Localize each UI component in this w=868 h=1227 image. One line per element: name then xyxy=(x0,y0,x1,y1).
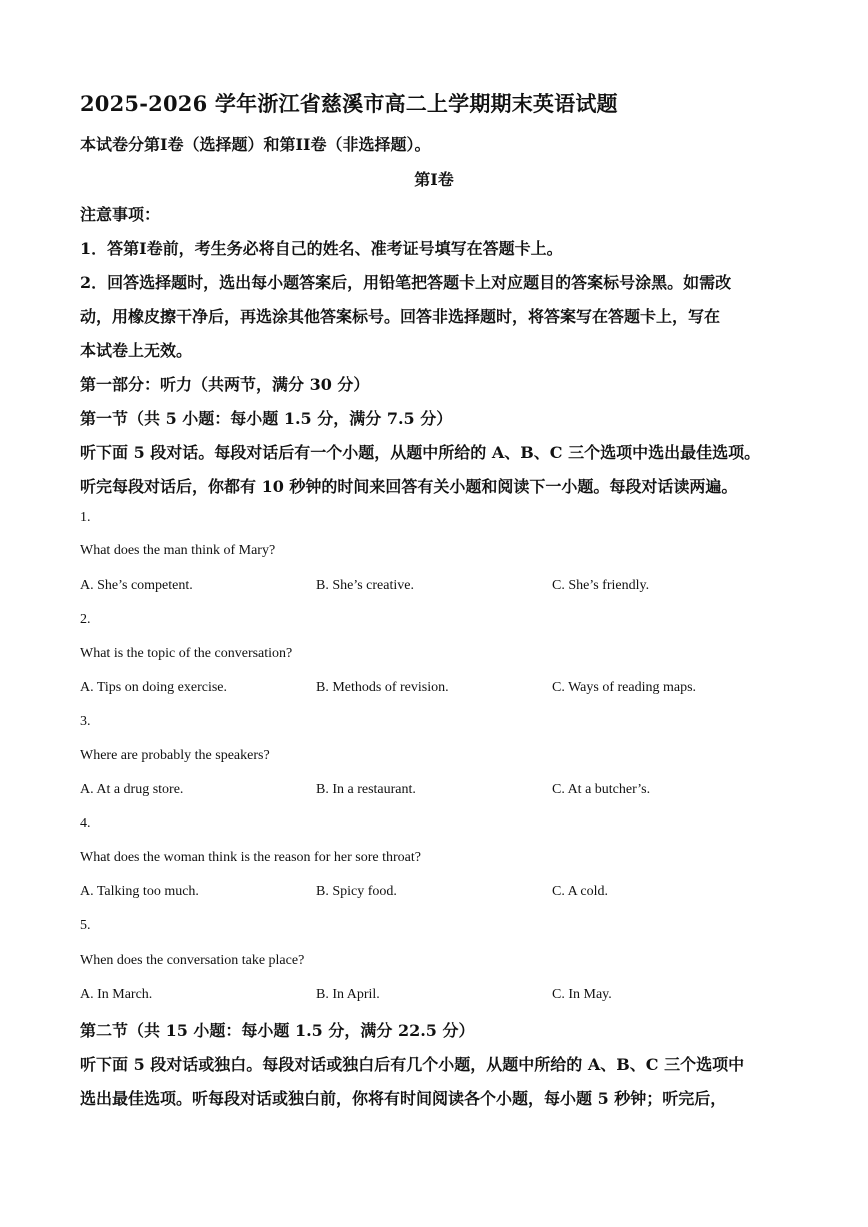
option-b: B. Methods of revision. xyxy=(316,680,449,695)
option-c: C. Ways of reading maps. xyxy=(552,680,697,695)
option-c: C. At a butcher’s. xyxy=(552,782,651,797)
section1-instruction-line-1: 听下面 5 段对话。每段对话后有一个小题，从题中所给的 A、B、C 三个选项中选出最佳选项。 xyxy=(80,443,761,462)
option-a: A. In March. xyxy=(80,987,153,1002)
volume-heading: 第I卷 xyxy=(414,170,454,189)
exam-title: 2025-2026 学年浙江省慈溪市高二上学期期末英语试题 xyxy=(80,91,618,116)
question-number: 2. xyxy=(80,612,91,627)
question-number: 5. xyxy=(80,918,91,933)
question-number: 4. xyxy=(80,816,91,831)
option-c: C. A cold. xyxy=(552,884,609,899)
option-a: A. She’s competent. xyxy=(80,578,193,593)
notice-item-2-line-3: 本试卷上无效。 xyxy=(80,341,193,360)
question-text: What is the topic of the conversation? xyxy=(80,646,293,661)
question-text: What does the woman think is the reason for her sore throat? xyxy=(80,850,421,865)
question-text: When does the conversation take place? xyxy=(80,953,305,968)
option-b: B. Spicy food. xyxy=(316,884,397,899)
option-a: A. Tips on doing exercise. xyxy=(80,680,227,695)
question-number: 1. xyxy=(80,510,91,525)
exam-intro: 本试卷分第I卷（选择题）和第II卷（非选择题）。 xyxy=(80,135,431,154)
notice-item-2-line-2: 动，用橡皮擦干净后，再选涂其他答案标号。回答非选择题时，将答案写在答题卡上，写在 xyxy=(80,307,721,326)
notice-item-1: 1．答第I卷前，考生务必将自己的姓名、准考证号填写在答题卡上。 xyxy=(80,239,563,258)
part1-heading: 第一部分：听力（共两节，满分 30 分） xyxy=(80,375,370,394)
option-c: C. She’s friendly. xyxy=(552,578,650,593)
notice-heading: 注意事项： xyxy=(80,205,161,224)
question-text: What does the man think of Mary? xyxy=(80,543,276,558)
section2-instruction-line-2: 选出最佳选项。听每段对话或独白前，你将有时间阅读各个小题，每小题 5 秒钟；听完后， xyxy=(80,1089,727,1108)
option-b: B. In April. xyxy=(316,987,380,1002)
option-c: C. In May. xyxy=(552,987,612,1002)
section2-heading: 第二节（共 15 小题：每小题 1.5 分，满分 22.5 分） xyxy=(80,1021,475,1040)
section1-heading: 第一节（共 5 小题：每小题 1.5 分，满分 7.5 分） xyxy=(80,409,453,428)
option-b: B. She’s creative. xyxy=(316,578,414,593)
section1-instruction-line-2: 听完每段对话后，你都有 10 秒钟的时间来回答有关小题和阅读下一小题。每段对话读两遍。 xyxy=(80,477,738,496)
notice-item-2-line-1: 2．回答选择题时，选出每小题答案后，用铅笔把答题卡上对应题目的答案标号涂黑。如需改 xyxy=(80,273,732,292)
section2-instruction-line-1: 听下面 5 段对话或独白。每段对话或独白后有几个小题，从题中所给的 A、B、C 三个选项中 xyxy=(80,1055,745,1074)
option-a: A. At a drug store. xyxy=(80,782,184,797)
option-a: A. Talking too much. xyxy=(80,884,199,899)
option-b: B. In a restaurant. xyxy=(316,782,416,797)
question-number: 3. xyxy=(80,714,91,729)
question-text: Where are probably the speakers? xyxy=(80,748,270,763)
